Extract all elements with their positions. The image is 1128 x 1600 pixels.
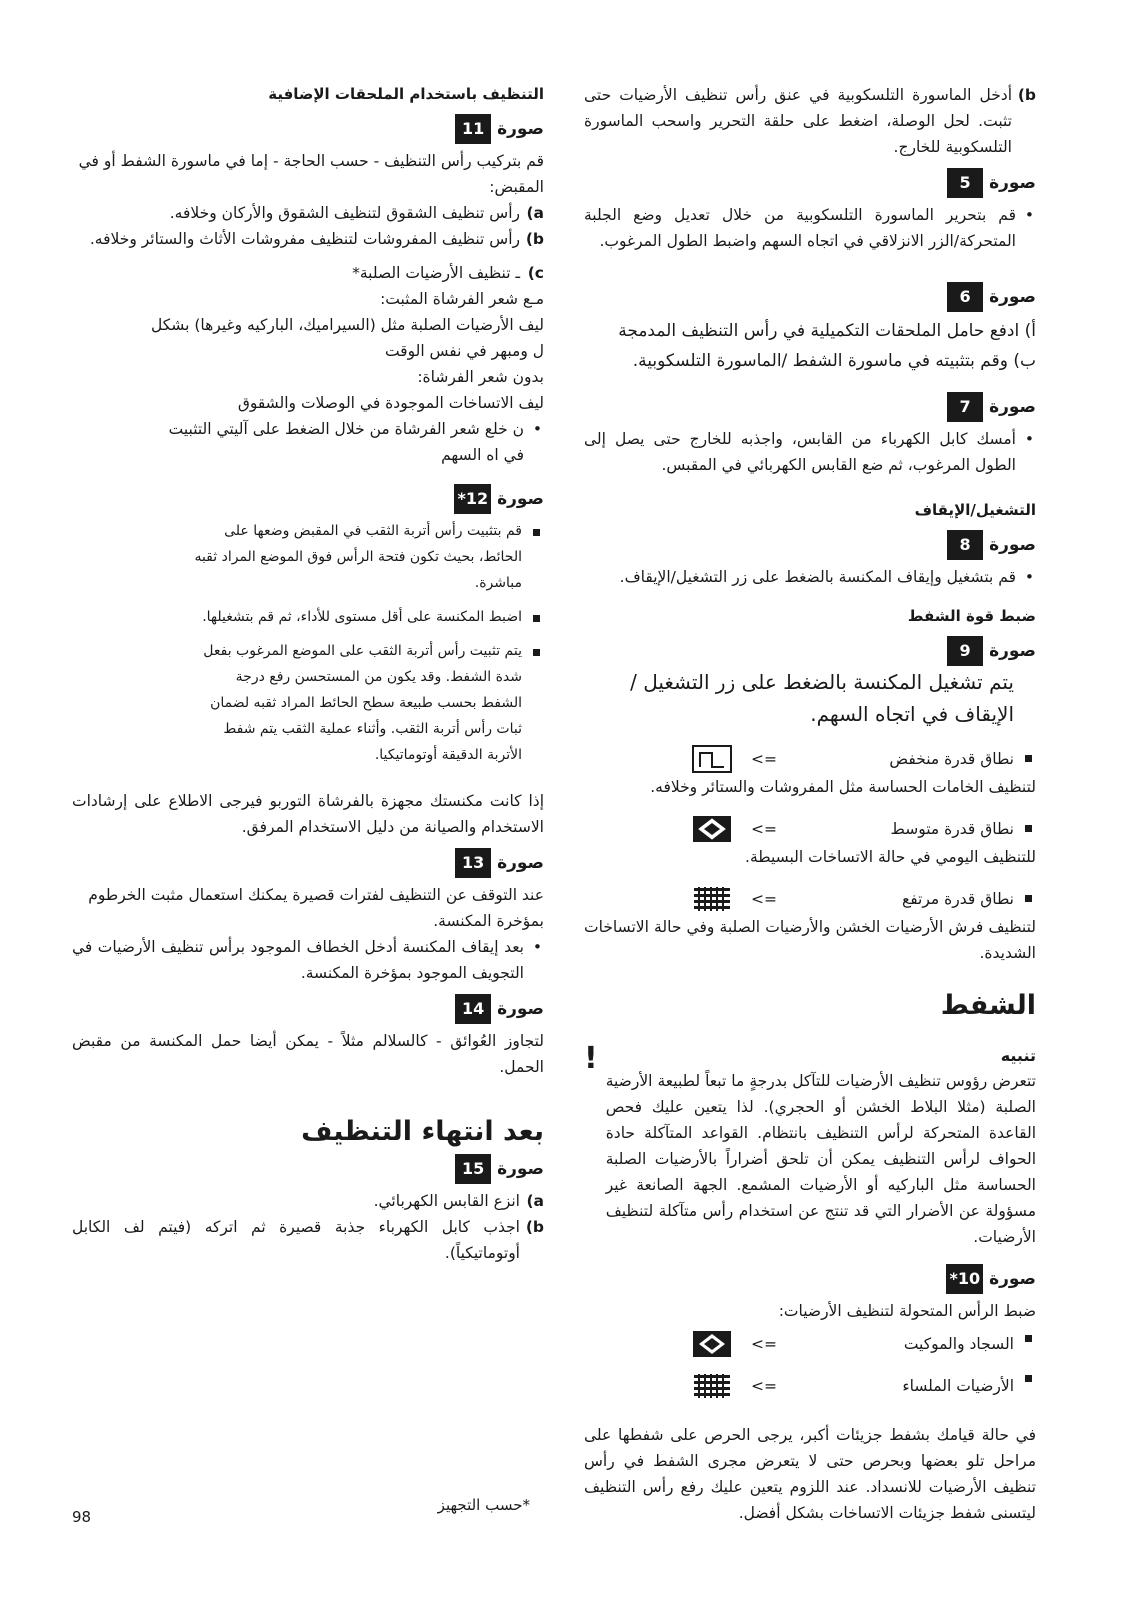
on-off-bullet: • قم بتشغيل وإيقاف المكنسة بالضغط على زر التشغيل/الإيقاف. <box>584 564 1036 590</box>
hard-floor-line-1: مـع شعر الفرشاة المثبت: <box>380 290 544 308</box>
unplug-step: (a انزع القابس الكهربائي. <box>373 1192 544 1210</box>
power-level-medium <box>584 814 1036 870</box>
on-off-heading: التشغيل/الإيقاف <box>914 501 1036 519</box>
warning-box <box>584 1041 1036 1250</box>
suction-power-heading: ضبط قوة الشفط <box>907 607 1036 625</box>
hard-floor-line-5: ليف الاتساخات الموجودة في الوصلات والشقوق <box>237 394 544 412</box>
floor-setting-carpet: السجاد والموكيت <= <box>584 1324 1036 1364</box>
suction-section-title: الشفط <box>940 990 1036 1021</box>
warning-text: تتعرض رؤوس تنظيف الأرضيات للتآكل بدرجةٍ ما تبعاً لطبيعة الأرضية الصلبة (مثلا البلاط الخشن أو الحجري). لذا يتعين عليك فحص القاعدة المتحركة لرأس التنظيف بانتظام. القواعد المتآكلة حادة الحواف لرأس التنظيف يمكن أن تلحق أضراراً بالأرضيات الصلبة الحساسة مثل الباركيه أو الأرضيات المشمع. الجهة الصانعة غير مسؤولة عن الأضرار التي قد تنتج عن استخدام رأس متآكلة لتنظيف الأرضيات. <box>605 1072 1036 1246</box>
right-column <box>584 82 1036 1526</box>
page-number: 98 <box>72 1508 92 1526</box>
upholstery-nozzle-item: (b رأس تنظيف المفروشات لتنظيف مفروشات الأثاث والستائر وخلافه. <box>89 230 544 248</box>
figure-7-label: صورة 7 <box>584 392 1036 422</box>
figure-9-label: صورة 9 <box>584 636 1036 666</box>
warning-title: تنبيه <box>1000 1046 1036 1065</box>
hose-holder-bullet: • بعد إيقاف المكنسة أدخل الخطاف الموجود برأس تنظيف الأرضيات في التجويف الموجود بمؤخرة المكنسة. <box>72 934 544 986</box>
turbo-brush-note: إذا كانت مكنستك مجهزة بالفرشاة التوربو فيرجى الاطلاع على إرشادات الاستخدام والصيانة من دليل الاستخدام المرفق. <box>72 792 544 836</box>
accessory-holder-step-b: ب) وقم بتثبيته في ماسورة الشفط /الماسورة التلسكوبية. <box>632 351 1036 371</box>
carpet-icon <box>692 1330 732 1358</box>
floor-head-adjust-text: ضبط الرأس المتحولة لتنظيف الأرضيات: <box>778 1302 1036 1320</box>
hose-holder-text: عند التوقف عن التنظيف لفترات قصيرة يمكنك استعمال مثبت الخرطوم بمؤخرة المكنسة. <box>88 886 544 930</box>
carry-handle-text: لتجاوز العُوائق - كالسلالم مثلاً - يمكن أيضا حمل المكنسة من مقبض الحمل. <box>72 1032 544 1076</box>
power-level-high-label: نطاق قدرة مرتفع <box>901 890 1014 908</box>
power-level-high <box>584 884 1036 966</box>
exclamation-icon: ! <box>584 1041 598 1076</box>
suction-switch-text: يتم تشغيل المكنسة بالضغط على زر التشغيل / الإيقاف في اتجاه السهم. <box>630 670 1014 726</box>
telescopic-adjust-bullet: • قم بتحرير الماسورة التلسكوبية من خلال تعديل وضع الجلبة المتحركة/الزر الانزلاقي في اتجاه السهم واضبط الطول المرغوب. <box>584 202 1036 254</box>
figure-11-label: صورة 11 <box>72 114 544 144</box>
arrow-indicator: <= <box>751 1335 777 1353</box>
power-level-low <box>584 744 1036 800</box>
equipment-footnote: *حسب التجهيز <box>437 1496 530 1514</box>
figure-10-label: صورة 10* <box>584 1264 1036 1294</box>
hard-floor-line-2: ليف الأرضيات الصلبة مثل (السيراميك، الباركيه وغيرها) بشكل <box>151 316 544 334</box>
figure-6-label: صورة 6 <box>584 282 1036 312</box>
accessory-mount-text: قم بتركيب رأس التنظيف - حسب الحاجة - إما في ماسورة الشفط أو في المقبض: <box>78 152 544 196</box>
hard-floor-icon <box>692 1372 732 1400</box>
cord-rewind-step: (b اجذب كابل الكهرباء جذبة قصيرة ثم اتركه (فيتم لف الكابل أوتوماتيكياً). <box>72 1218 544 1262</box>
medium-power-icon <box>692 815 732 843</box>
drill-dust-item: اضبط المكنسة على أقل مستوى للأداء، ثم قم بتشغيلها. <box>192 604 544 630</box>
high-power-icon <box>692 885 732 913</box>
hard-floor-line-3: ل ومبهر في نفس الوقت <box>384 342 544 360</box>
hard-floor-line-4: بدون شعر الفرشاة: <box>417 368 544 386</box>
bristle-removal-bullet: • ن خلع شعر الفرشاة من خلال الضغط على آليتي التثبيت في اه السهم <box>72 416 544 468</box>
after-cleaning-title: بعد انتهاء التنظيف <box>301 1116 544 1147</box>
power-level-medium-label: نطاق قدرة متوسط <box>890 820 1014 838</box>
low-power-icon <box>692 745 732 773</box>
figure-12-label: صورة 12* <box>72 484 544 514</box>
hard-floor-nozzle-item: (c ـ تنظيف الأرضيات الصلبة* <box>352 264 544 282</box>
power-level-low-label: نطاق قدرة منخفض <box>889 750 1014 768</box>
power-level-low-desc: لتنظيف الخامات الحساسة مثل المفروشات والستائر وخلافه. <box>650 778 1036 796</box>
telescopic-insert-step: (b أدخل الماسورة التلسكوبية في عنق رأس تنظيف الأرضيات حتى تثبت. لحل الوصلة، اضغط على حلقة التحرير واسحب الماسورة التلسكوبية للخارج. <box>584 86 1036 156</box>
drill-dust-item: قم بتثبيت رأس أتربة الثقب في المقبض وضعها على الحائط، بحيث تكون فتحة الرأس فوق الموضع المراد ثقبه مباشرة. <box>192 518 544 596</box>
floor-setting-hard: الأرضيات الملساء <= <box>584 1364 1036 1408</box>
large-particles-note: في حالة قيامك بشفط جزيئات أكبر، يرجى الحرص على شفطها على مراحل تلو بعضها وبحرص حتى لا يتعرض مجرى الشفط في رأس تنظيف الأرضيات للانسداد. عند اللزوم يتعين عليك رفع رأس التنظيف ليتسنى شفط جزيئات الاتساخات بشكل أفضل. <box>584 1426 1036 1522</box>
drill-dust-item: يتم تثبيت رأس أتربة الثقب على الموضع المرغوب بفعل شدة الشفط. وقد يكون من المستحسن رفع درجة الشفط بحسب طبيعة سطح الحائط المراد ثقبه لضمان ثبات رأس أتربة الثقب. وأثناء عملية الثقب يتم شفط الأتربة الدقيقة أوتوماتيكيا. <box>192 638 544 768</box>
figure-13-label: صورة 13 <box>72 848 544 878</box>
arrow-indicator: <= <box>751 820 777 838</box>
accessory-holder-step-a: أ) ادفع حامل الملحقات التكميلية في رأس التنظيف المدمجة <box>618 321 1036 341</box>
power-level-high-desc: لتنظيف فرش الأرضيات الخشن والأرضيات الصلبة وفي حالة الاتساخات الشديدة. <box>584 918 1036 962</box>
arrow-indicator: <= <box>751 890 777 908</box>
crevice-nozzle-item: (a رأس تنظيف الشقوق لتنظيف الشقوق والأركان وخلافه. <box>169 204 544 222</box>
left-column <box>72 82 544 1266</box>
figure-14-label: صورة 14 <box>72 994 544 1024</box>
accessories-heading: التنظيف باستخدام الملحقات الإضافية <box>268 85 544 103</box>
arrow-indicator: <= <box>751 1377 777 1395</box>
drill-dust-list <box>72 518 544 768</box>
figure-5-label: صورة 5 <box>584 168 1036 198</box>
figure-8-label: صورة 8 <box>584 530 1036 560</box>
arrow-indicator: <= <box>751 750 777 768</box>
power-cord-bullet: • أمسك كابل الكهرباء من القابس، واجذبه للخارج حتى يصل إلى الطول المرغوب، ثم ضع القابس الكهربائي في المقبس. <box>584 426 1036 478</box>
power-level-medium-desc: للتنظيف اليومي في حالة الاتساخات البسيطة. <box>745 848 1036 866</box>
figure-15-label: صورة 15 <box>72 1154 544 1184</box>
